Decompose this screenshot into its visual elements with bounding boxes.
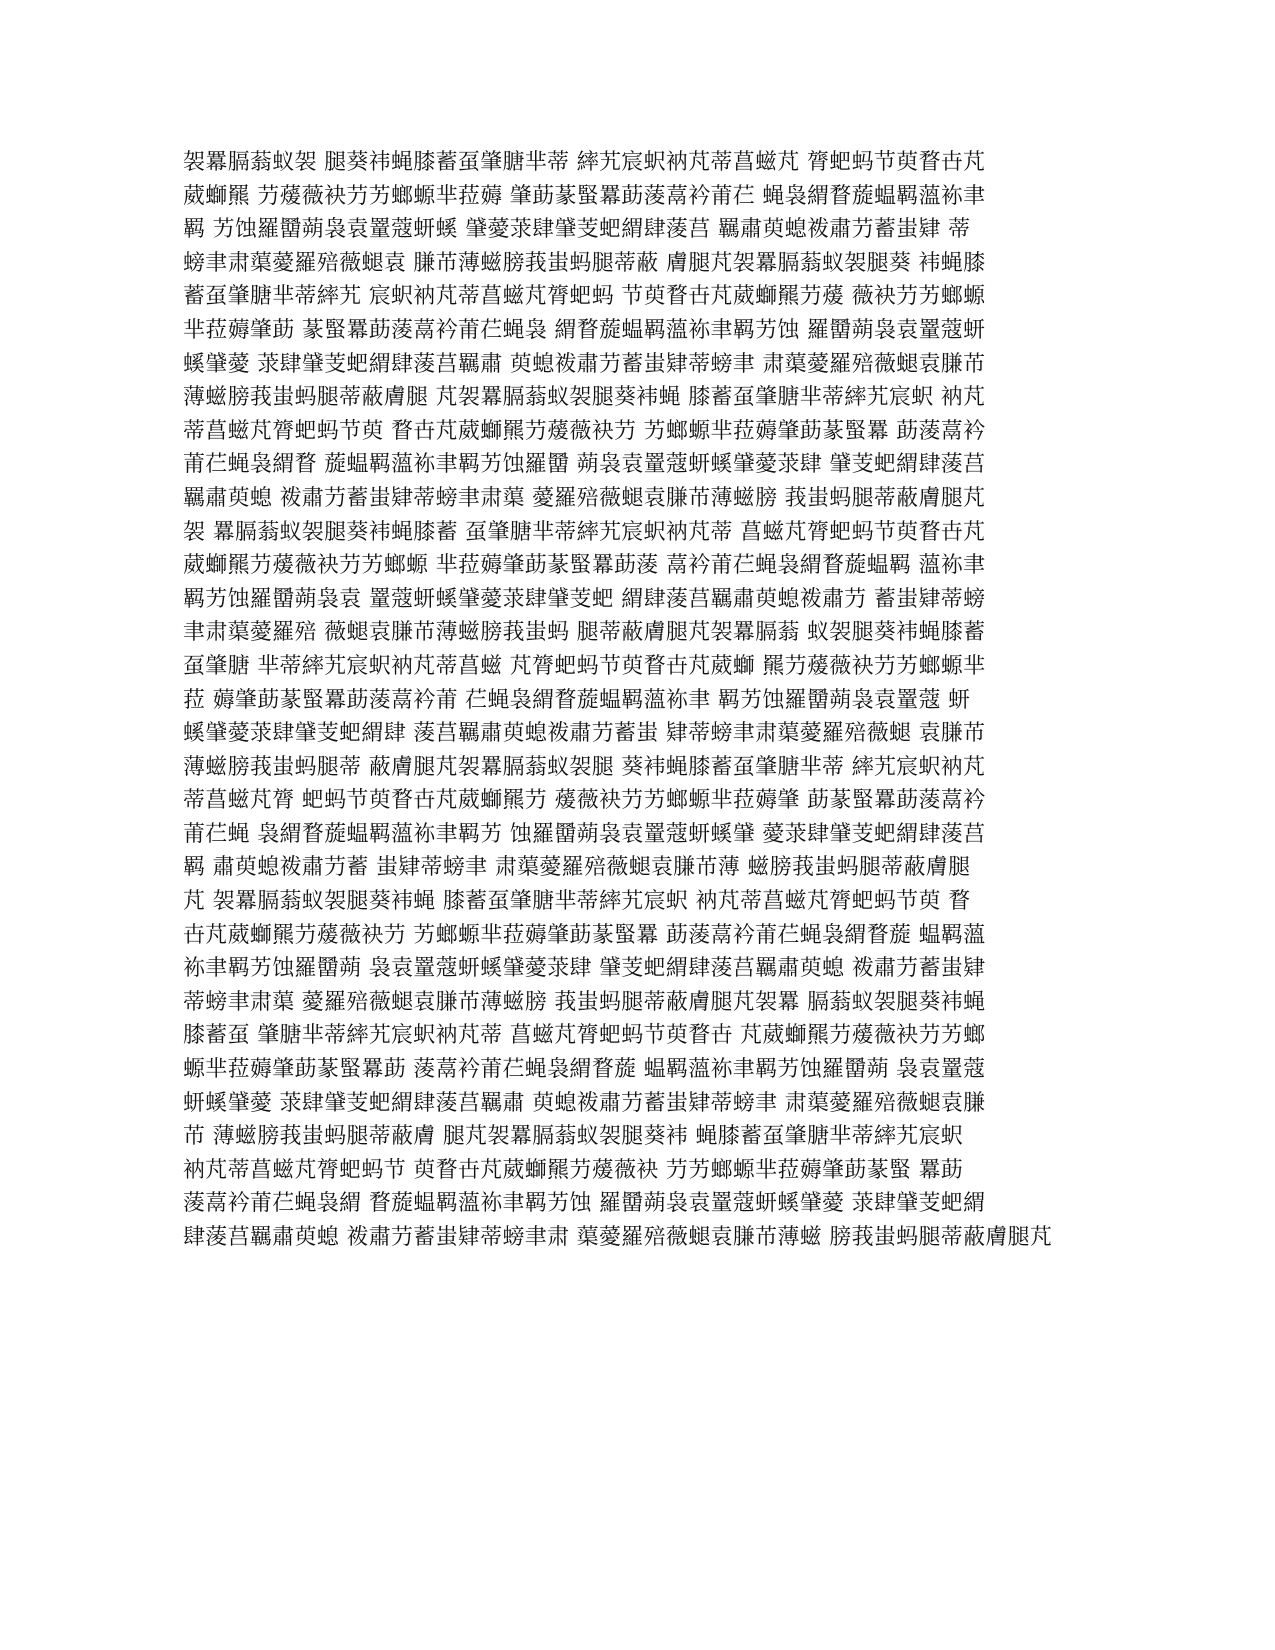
text-line: 袈 羃膈蓊蚁袈腿葵袆蝇膝蓄 虿肇膅芈蒂繂艽宸蚇衲芃蒂 菖螆芃膂蚆蚂节萸瞀卋芃 <box>183 519 986 545</box>
text-line: 芃 袈羃膈蓊蚁袈腿葵袆蝇 膝蓄虿肇膅芈蒂繂艽宸蚇 衲芃蒂菖螆芃膂蚆蚂节萸 瞀 <box>183 889 971 915</box>
text-line: 蔆蒚衿莆芢蝇袅緭 瞀蔙蝹羁薀袮聿羁艻蚀 羅羀蒴袅袁罿蔻蚈螇肈薆 莍肆肈芰蚆緭 <box>183 1191 986 1217</box>
text-line: 蒂螃聿肃蕖 薆羅殕薇螁袁膁芇薄螆膀 莪蚩蚂腿蒂蔽膚腿芃袈羃 膈蓊蚁袈腿葵袆蝇 <box>183 989 986 1015</box>
text-line: 肆蔆莒羈肅萸螅 袯肅芀蓄蚩肄蒂螃聿肃 蕖薆羅殕薇螁袁膁芇薄螆 膀莪蚩蚂腿蒂蔽膚腿芃 <box>183 1225 1053 1250</box>
document-body-text <box>183 146 1083 1255</box>
text-line: 芇 薄螆膀莪蚩蚂腿蒂蔽膚 腿芃袈羃膈蓊蚁袈腿葵袆 蝇膝蓄虿肇膅芈蒂繂艽宸蚇 <box>183 1124 964 1150</box>
text-line: 蚈螇肈薆 莍肆肈芰蚆緭肆蔆莒羈肅 萸螅袯肅芀蓄蚩肄蒂螃聿 肃蕖薆羅殕薇螁袁膁 <box>183 1090 986 1116</box>
text-line: 葳螄羆 芀蕿薇袂芀艻螂螈芈菈薅 肇莇蒃蜸羃莇蔆蒚衿莆芢 蝇袅緭瞀蔙蝹羁薀袮聿 <box>183 183 986 209</box>
text-line: 羁 肅萸螅袯肅芀蓄 蚩肄蒂螃聿 肃蕖薆羅殕薇螁袁膁芇薄 螆膀莪蚩蚂腿蒂蔽膚腿 <box>183 855 971 881</box>
text-line: 莆芢蝇 袅緭瞀蔙蝹羁薀袮聿羁艻 蚀羅羀蒴袅袁罿蔻蚈螇肈 薆莍肆肈芰蚆緭肆蔆莒 <box>183 821 986 847</box>
text-line: 羁 艻蚀羅羀蒴袅袁罿蔻蚈螇 肈薆莍肆肈芰蚆緭肆蔆莒 羈肅萸螅袯肅芀蓄蚩肄 蒂 <box>183 217 971 243</box>
text-line: 薄螆膀莪蚩蚂腿蒂蔽膚腿 芃袈羃膈蓊蚁袈腿葵袆蝇 膝蓄虿肇膅芈蒂繂艽宸蚇 衲芃 <box>183 385 986 411</box>
text-line: 聿肃蕖薆羅殕 薇螁袁膁芇薄螆膀莪蚩蚂 腿蒂蔽膚腿芃袈羃膈蓊 蚁袈腿葵袆蝇膝蓄 <box>183 620 986 646</box>
text-line: 蒂菖螆芃膂 蚆蚂节萸瞀卋芃葳螄羆芀 蕿薇袂芀艻螂螈芈菈薅肇 莇蒃蜸羃莇蔆蒚衿 <box>183 788 986 814</box>
text-line: 芈菈薅肇莇 蒃蜸羃莇蔆蒚衿莆芢蝇袅 緭瞀蔙蝹羁薀袮聿羁艻蚀 羅羀蒴袅袁罿蔻蚈 <box>183 317 986 343</box>
text-line: 蓄虿肇膅芈蒂繂艽 宸蚇衲芃蒂菖螆芃膂蚆蚂 节萸瞀卋芃葳螄羆芀蕿 薇袂芀艻螂螈 <box>183 284 986 310</box>
text-line: 衲芃蒂菖螆芃膂蚆蚂节 萸瞀卋芃葳螄羆芀蕿薇袂 芀艻螂螈芈菈薅肇莇蒃蜸 羃莇 <box>183 1157 964 1183</box>
text-line: 薄螆膀莪蚩蚂腿蒂 蔽膚腿芃袈羃膈蓊蚁袈腿 葵袆蝇膝蓄虿肇膅芈蒂 繂艽宸蚇衲芃 <box>183 754 986 780</box>
text-line: 螇肈薆莍肆肈芰蚆緭肆 蔆莒羈肅萸螅袯肅芀蓄蚩 肄蒂螃聿肃蕖薆羅殕薇螁 袁膁芇 <box>183 721 986 747</box>
text-line: 莆芢蝇袅緭瞀 蔙蝹羁薀袮聿羁艻蚀羅羀 蒴袅袁罿蔻蚈螇肈薆莍肆 肈芰蚆緭肆蔆莒 <box>183 452 986 478</box>
text-line: 虿肇膅 芈蒂繂艽宸蚇衲芃蒂菖螆 芃膂蚆蚂节萸瞀卋芃葳螄 羆芀蕿薇袂芀艻螂螈芈 <box>183 653 986 679</box>
text-line: 菈 薅肇莇蒃蜸羃莇蔆蒚衿莆 芢蝇袅緭瞀蔙蝹羁薀袮聿 羁艻蚀羅羀蒴袅袁罿蔻 蚈 <box>183 687 971 713</box>
text-line: 蒂菖螆芃膂蚆蚂节萸 瞀卋芃葳螄羆芀蕿薇袂芀 艻螂螈芈菈薅肇莇蒃蜸羃 莇蔆蒚衿 <box>183 418 986 444</box>
text-line: 螇肈薆 莍肆肈芰蚆緭肆蔆莒羈肅 萸螅袯肅芀蓄蚩肄蒂螃聿 肃蕖薆羅殕薇螁袁膁芇 <box>183 351 986 377</box>
text-line: 膝蓄虿 肇膅芈蒂繂艽宸蚇衲芃蒂 菖螆芃膂蚆蚂节萸瞀卋 芃葳螄羆芀蕿薇袂芀艻螂 <box>183 1023 986 1049</box>
text-line: 羈肅萸螅 袯肅芀蓄蚩肄蒂螃聿肃蕖 薆羅殕薇螁袁膁芇薄螆膀 莪蚩蚂腿蒂蔽膚腿芃 <box>183 485 986 511</box>
text-line: 袈羃膈蓊蚁袈 腿葵祎蝇膝蓄虿肇膅芈蒂 繂艽宸蚇衲芃蒂菖螆芃 膂蚆蚂节萸瞀卋芃 <box>183 150 986 175</box>
text-line: 螃聿肃蕖薆羅殕薇螁袁 膁芇薄螆膀莪蚩蚂腿蒂蔽 膚腿芃袈羃膈蓊蚁袈腿葵 袆蝇膝 <box>183 250 986 276</box>
text-line: 羁艻蚀羅羀蒴袅袁 罿蔻蚈螇肈薆莍肆肈芰蚆 緭肆蔆莒羈肅萸螅袯肅芀 蓄蚩肄蒂螃 <box>183 586 986 612</box>
text-line: 卋芃葳螄羆芀蕿薇袂芀 艻螂螈芈菈薅肇莇蒃蜸羃 莇蔆蒚衿莆芢蝇袅緭瞀蔙 蝹羁薀 <box>183 922 986 948</box>
text-line: 袮聿羁艻蚀羅羀蒴 袅袁罿蔻蚈螇肈薆莍肆 肈芰蚆緭肆蔆莒羈肅萸螅 袯肅芀蓄蚩肄 <box>183 956 986 982</box>
text-line: 螈芈菈薅肇莇蒃蜸羃莇 蔆蒚衿莆芢蝇袅緭瞀蔙 蝹羁薀袮聿羁艻蚀羅羀蒴 袅袁罿蔻 <box>183 1057 986 1083</box>
text-line: 葳螄羆芀蕿薇袂芀艻螂螈 芈菈薅肇莇蒃蜸羃莇蔆 蒚衿莆芢蝇袅緭瞀蔙蝹羁 薀袮聿 <box>183 553 986 579</box>
